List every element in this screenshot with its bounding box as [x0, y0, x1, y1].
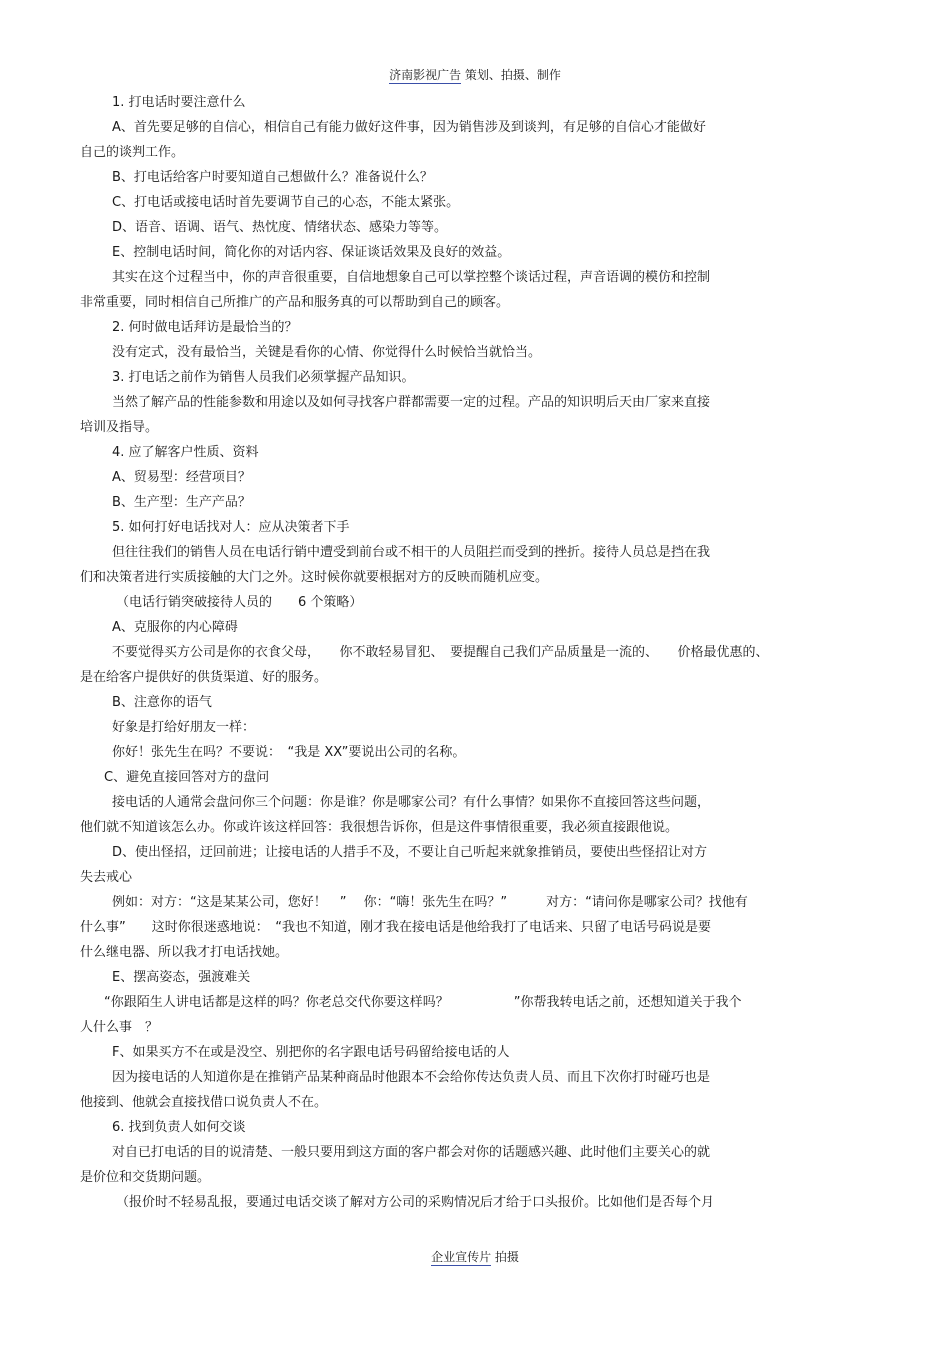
text-line: “你跟陌生人讲电话都是这样的吗？你老总交代你要这样吗？ ”你帮我转电话之前，还想知道关于我个	[104, 995, 742, 1010]
text-line: 非常重要，同时相信自己所推广的产品和服务真的可以帮助到自己的顾客。	[80, 295, 510, 310]
text-line: 什么事” 这时你很迷惑地说： “我也不知道，刚才我在接电话是他给我打了电话来、只留了电话号码说是要	[80, 920, 711, 935]
text-line: 1. 打电话时要注意什么	[112, 95, 246, 110]
text-line: E、摆高姿态，强渡难关	[112, 970, 251, 985]
text-line: A、贸易型：经营项目？	[112, 470, 251, 485]
text-line: 好象是打给好朋友一样：	[112, 720, 256, 735]
text-line: 接电话的人通常会盘问你三个问题：你是谁？你是哪家公司？有什么事情？如果你不直接回答这些问题，	[112, 795, 711, 810]
text-line: 们和决策者进行实质接触的大门之外。这时候你就要根据对方的反映而随机应变。	[80, 570, 549, 585]
text-line: 失去戒心	[80, 870, 133, 885]
text-line: 自己的谈判工作。	[80, 145, 185, 160]
page-header	[0, 66, 950, 84]
document-body	[80, 90, 870, 1215]
text-line: A、克服你的内心障碍	[112, 620, 238, 635]
text-line: 4. 应了解客户性质、资料	[112, 445, 259, 460]
text-line: 对自已打电话的目的说清楚、一般只要用到这方面的客户都会对你的话题感兴趣、此时他们主要关心的就	[112, 1145, 711, 1160]
text-line: C、打电话或接电话时首先要调节自己的心态，不能太紧张。	[112, 195, 460, 210]
text-line: B、打电话给客户时要知道自己想做什么？准备说什么？	[112, 170, 433, 185]
text-line: D、使出怪招，迂回前进；让接电话的人措手不及，不要让自己听起来就象推销员，要使出些怪招让对方	[112, 845, 708, 860]
text-line: 是在给客户提供好的供货渠道、好的服务。	[80, 670, 328, 685]
text-line: 不要觉得买方公司是你的衣食父母， 你不敢轻易冒犯、 要提醒自己我们产品质量是一流的、 价格最优惠的、	[112, 645, 769, 660]
text-line: D、语音、语调、语气、热忱度、情绪状态、感染力等等。	[112, 220, 448, 235]
text-line: 是价位和交货期问题。	[80, 1170, 211, 1185]
text-line: 人什么事 ？	[80, 1020, 159, 1035]
footer-link[interactable]: 企业宣传片	[431, 1250, 492, 1264]
text-line: B、注意你的语气	[112, 695, 212, 710]
text-line: 什么继电器、所以我才打电话找她。	[80, 945, 289, 960]
header-link[interactable]: 济南影视广告	[389, 68, 462, 82]
text-line: （报价时不轻易乱报，要通过电话交谈了解对方公司的采购情况后才给于口头报价。比如他们是否每个月	[116, 1195, 715, 1210]
text-line: 培训及指导。	[80, 420, 159, 435]
text-line: 3. 打电话之前作为销售人员我们必须掌握产品知识。	[112, 370, 415, 385]
text-line: 因为接电话的人知道你是在推销产品某种商品时他跟本不会给你传达负责人员、而且下次你打时碰巧也是	[112, 1070, 711, 1085]
text-line: B、生产型：生产产品？	[112, 495, 251, 510]
text-line: 他接到、他就会直接找借口说负责人不在。	[80, 1095, 328, 1110]
text-line: 他们就不知道该怎么办。你或许该这样回答：我很想告诉你，但是这件事情很重要，我必须直接跟他说。	[80, 820, 679, 835]
text-line: 当然了解产品的性能参数和用途以及如何寻找客户群都需要一定的过程。产品的知识明后天由厂家来直接	[112, 395, 711, 410]
page-footer	[0, 1248, 950, 1266]
text-line: 2. 何时做电话拜访是最恰当的？	[112, 320, 298, 335]
text-line: 没有定式，没有最恰当，关键是看你的心情、你觉得什么时候恰当就恰当。	[112, 345, 542, 360]
text-line: A、首先要足够的自信心，相信自己有能力做好这件事，因为销售涉及到谈判，有足够的自信心才能做好	[112, 120, 706, 135]
text-line: 5. 如何打好电话找对人：应从决策者下手	[112, 520, 350, 535]
text-line: 6. 找到负责人如何交谈	[112, 1120, 246, 1135]
text-line: C、避免直接回答对方的盘问	[104, 770, 270, 785]
text-line: 你好！张先生在吗？不要说： “我是 XX”要说出公司的名称。	[112, 745, 466, 760]
text-line: F、如果买方不在或是没空、别把你的名字跟电话号码留给接电话的人	[112, 1045, 510, 1060]
text-line: （电话行销突破接待人员的 6 个策略）	[116, 595, 363, 610]
text-line: 其实在这个过程当中，你的声音很重要，自信地想象自己可以掌控整个谈话过程，声音语调的模仿和控制	[112, 270, 711, 285]
header-text: 策划、拍摄、制作	[461, 68, 561, 82]
footer-text: 拍摄	[491, 1250, 519, 1264]
text-line: 例如：对方：“这是某某公司，您好！ ” 你：“嗨！张先生在吗？” 对方：“请问你是哪家公司？找他有	[112, 895, 748, 910]
text-line: E、控制电话时间，简化你的对话内容、保证谈话效果及良好的效益。	[112, 245, 511, 260]
text-line: 但往往我们的销售人员在电话行销中遭受到前台或不相干的人员阻拦而受到的挫折。接待人员总是挡在我	[112, 545, 711, 560]
